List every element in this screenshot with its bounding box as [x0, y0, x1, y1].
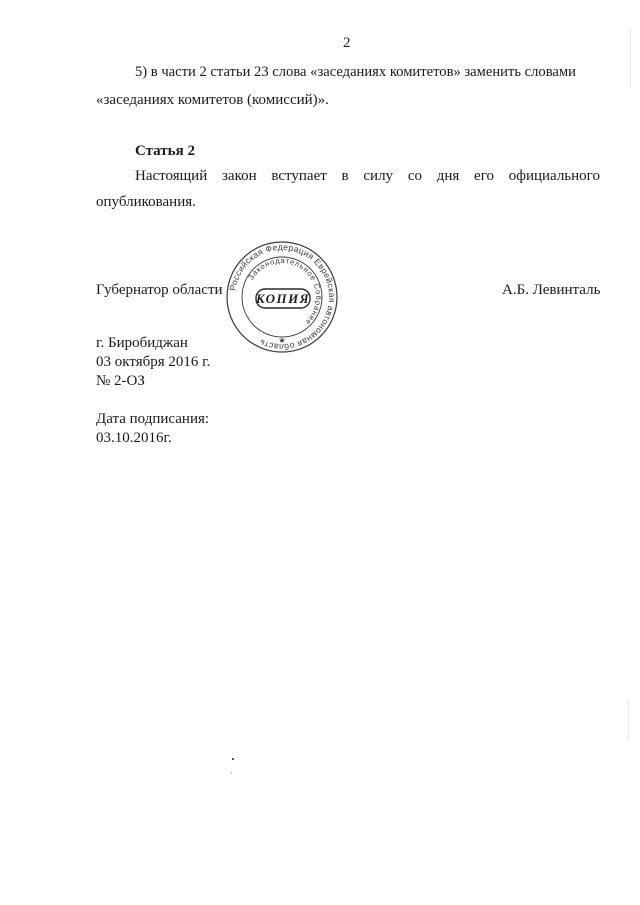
law-number: № 2-ОЗ: [96, 373, 145, 389]
word: со: [407, 168, 422, 184]
svg-text:Законодательное Собрание: Законодательное Собрание: [246, 255, 324, 328]
word: в: [341, 168, 349, 184]
svg-text:★: ★: [278, 336, 286, 345]
word: закон: [221, 168, 257, 184]
page-number: 2: [343, 35, 351, 51]
signing-date-label: Дата подписания:: [96, 411, 210, 427]
signatory-position: Губернатор области: [96, 282, 223, 298]
article-2-heading: Статья 2: [135, 143, 195, 159]
svg-text:Российская Федерация Еврейская: Российская Федерация Еврейская автономная область: [227, 241, 338, 353]
law-date: 03 октября 2016 г.: [96, 354, 211, 370]
article-2-text-line1: [135, 167, 600, 185]
amendment-item-5-line1: 5) в части 2 статьи 23 слова «заседаниях комитетов» заменить словами: [135, 64, 576, 80]
scan-speck: [232, 758, 234, 760]
signatory-name: А.Б. Левинталь: [502, 282, 601, 298]
word: официального: [508, 168, 600, 184]
word: силу: [363, 168, 394, 184]
scan-speck: [630, 28, 631, 88]
svg-text:КОПИЯ: КОПИЯ: [255, 291, 311, 306]
word: Настоящий: [135, 168, 208, 184]
word: вступает: [271, 168, 327, 184]
word: дня: [436, 168, 460, 184]
place-of-signing: г. Биробиджан: [96, 335, 188, 351]
scan-speck: [231, 772, 232, 774]
word: его: [474, 168, 494, 184]
signing-date-value: 03.10.2016г.: [96, 430, 172, 446]
amendment-item-5-line2: «заседаниях комитетов (комиссий)».: [96, 92, 329, 108]
official-seal: [218, 240, 346, 355]
scan-speck: [628, 700, 629, 740]
article-2-text-line2: опубликования.: [96, 194, 196, 210]
